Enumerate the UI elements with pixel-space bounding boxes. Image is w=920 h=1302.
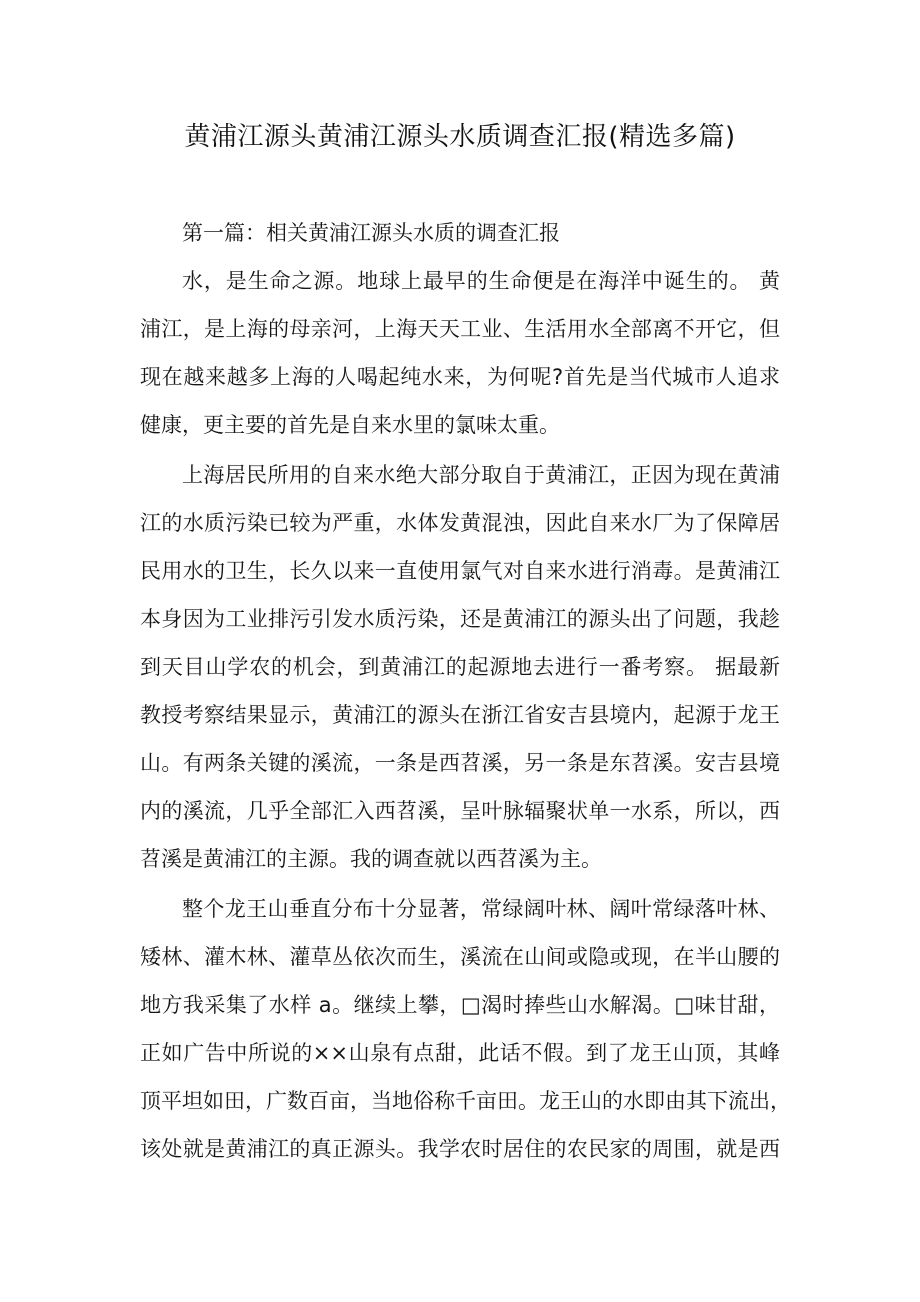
paragraph-3-line-6: 该处就是黄浦江的真正源头。我学农时居住的农民家的周围，就是西 xyxy=(140,1137,780,1161)
section-heading: 第一篇：相关黄浦江源头水质的调查汇报 xyxy=(182,221,560,245)
paragraph-3-line-1: 整个龙王山垂直分布十分显著，常绿阔叶林、阔叶常绿落叶林、 xyxy=(182,897,780,921)
paragraph-1-line-4: 健康，更主要的首先是自来水里的氯味太重。 xyxy=(140,413,560,437)
paragraph-3-line-4: 正如广告中所说的××山泉有点甜，此话不假。到了龙王山顶，其峰 xyxy=(140,1041,780,1065)
paragraph-1-line-1: 水，是生命之源。地球上最早的生命便是在海洋中诞生的。 黄 xyxy=(182,269,780,293)
paragraph-3-line-2: 矮林、灌木林、灌草丛依次而生，溪流在山间或隐或现，在半山腰的 xyxy=(140,945,780,969)
paragraph-2-line-8: 内的溪流，几乎全部汇入西苕溪，呈叶脉辐聚状单一水系，所以，西 xyxy=(140,799,780,823)
paragraph-2-line-1: 上海居民所用的自来水绝大部分取自于黄浦江，正因为现在黄浦 xyxy=(182,463,780,487)
paragraph-1-line-2: 浦江，是上海的母亲河，上海天天工业、生活用水全部离不开它，但 xyxy=(140,317,780,341)
paragraph-2-line-5: 到天目山学农的机会，到黄浦江的起源地去进行一番考察。 据最新 xyxy=(140,655,780,679)
paragraph-3-line-3: 地方我采集了水样 a。继续上攀，□渴时捧些山水解渴。□味甘甜， xyxy=(140,993,780,1017)
paragraph-1-line-3: 现在越来越多上海的人喝起纯水来，为何呢?首先是当代城市人追求 xyxy=(140,365,780,389)
paragraph-2-line-7: 山。有两条关键的溪流，一条是西苕溪，另一条是东苕溪。安吉县境 xyxy=(140,751,780,775)
paragraph-2-line-9: 苕溪是黄浦江的主源。我的调查就以西苕溪为主。 xyxy=(140,847,602,871)
paragraph-3-line-5: 顶平坦如田，广数百亩，当地俗称千亩田。龙王山的水即由其下流出， xyxy=(140,1089,791,1113)
paragraph-2-line-2: 江的水质污染已较为严重，水体发黄混浊，因此自来水厂为了保障居 xyxy=(140,511,780,535)
paragraph-2-line-3: 民用水的卫生，长久以来一直使用氯气对自来水进行消毒。是黄浦江 xyxy=(140,559,780,583)
paragraph-2-line-4: 本身因为工业排污引发水质污染，还是黄浦江的源头出了问题，我趁 xyxy=(140,607,780,631)
paragraph-2-line-6: 教授考察结果显示，黄浦江的源头在浙江省安吉县境内，起源于龙王 xyxy=(140,703,780,727)
document-title: 黄浦江源头黄浦江源头水质调查汇报(精选多篇) xyxy=(184,122,736,152)
